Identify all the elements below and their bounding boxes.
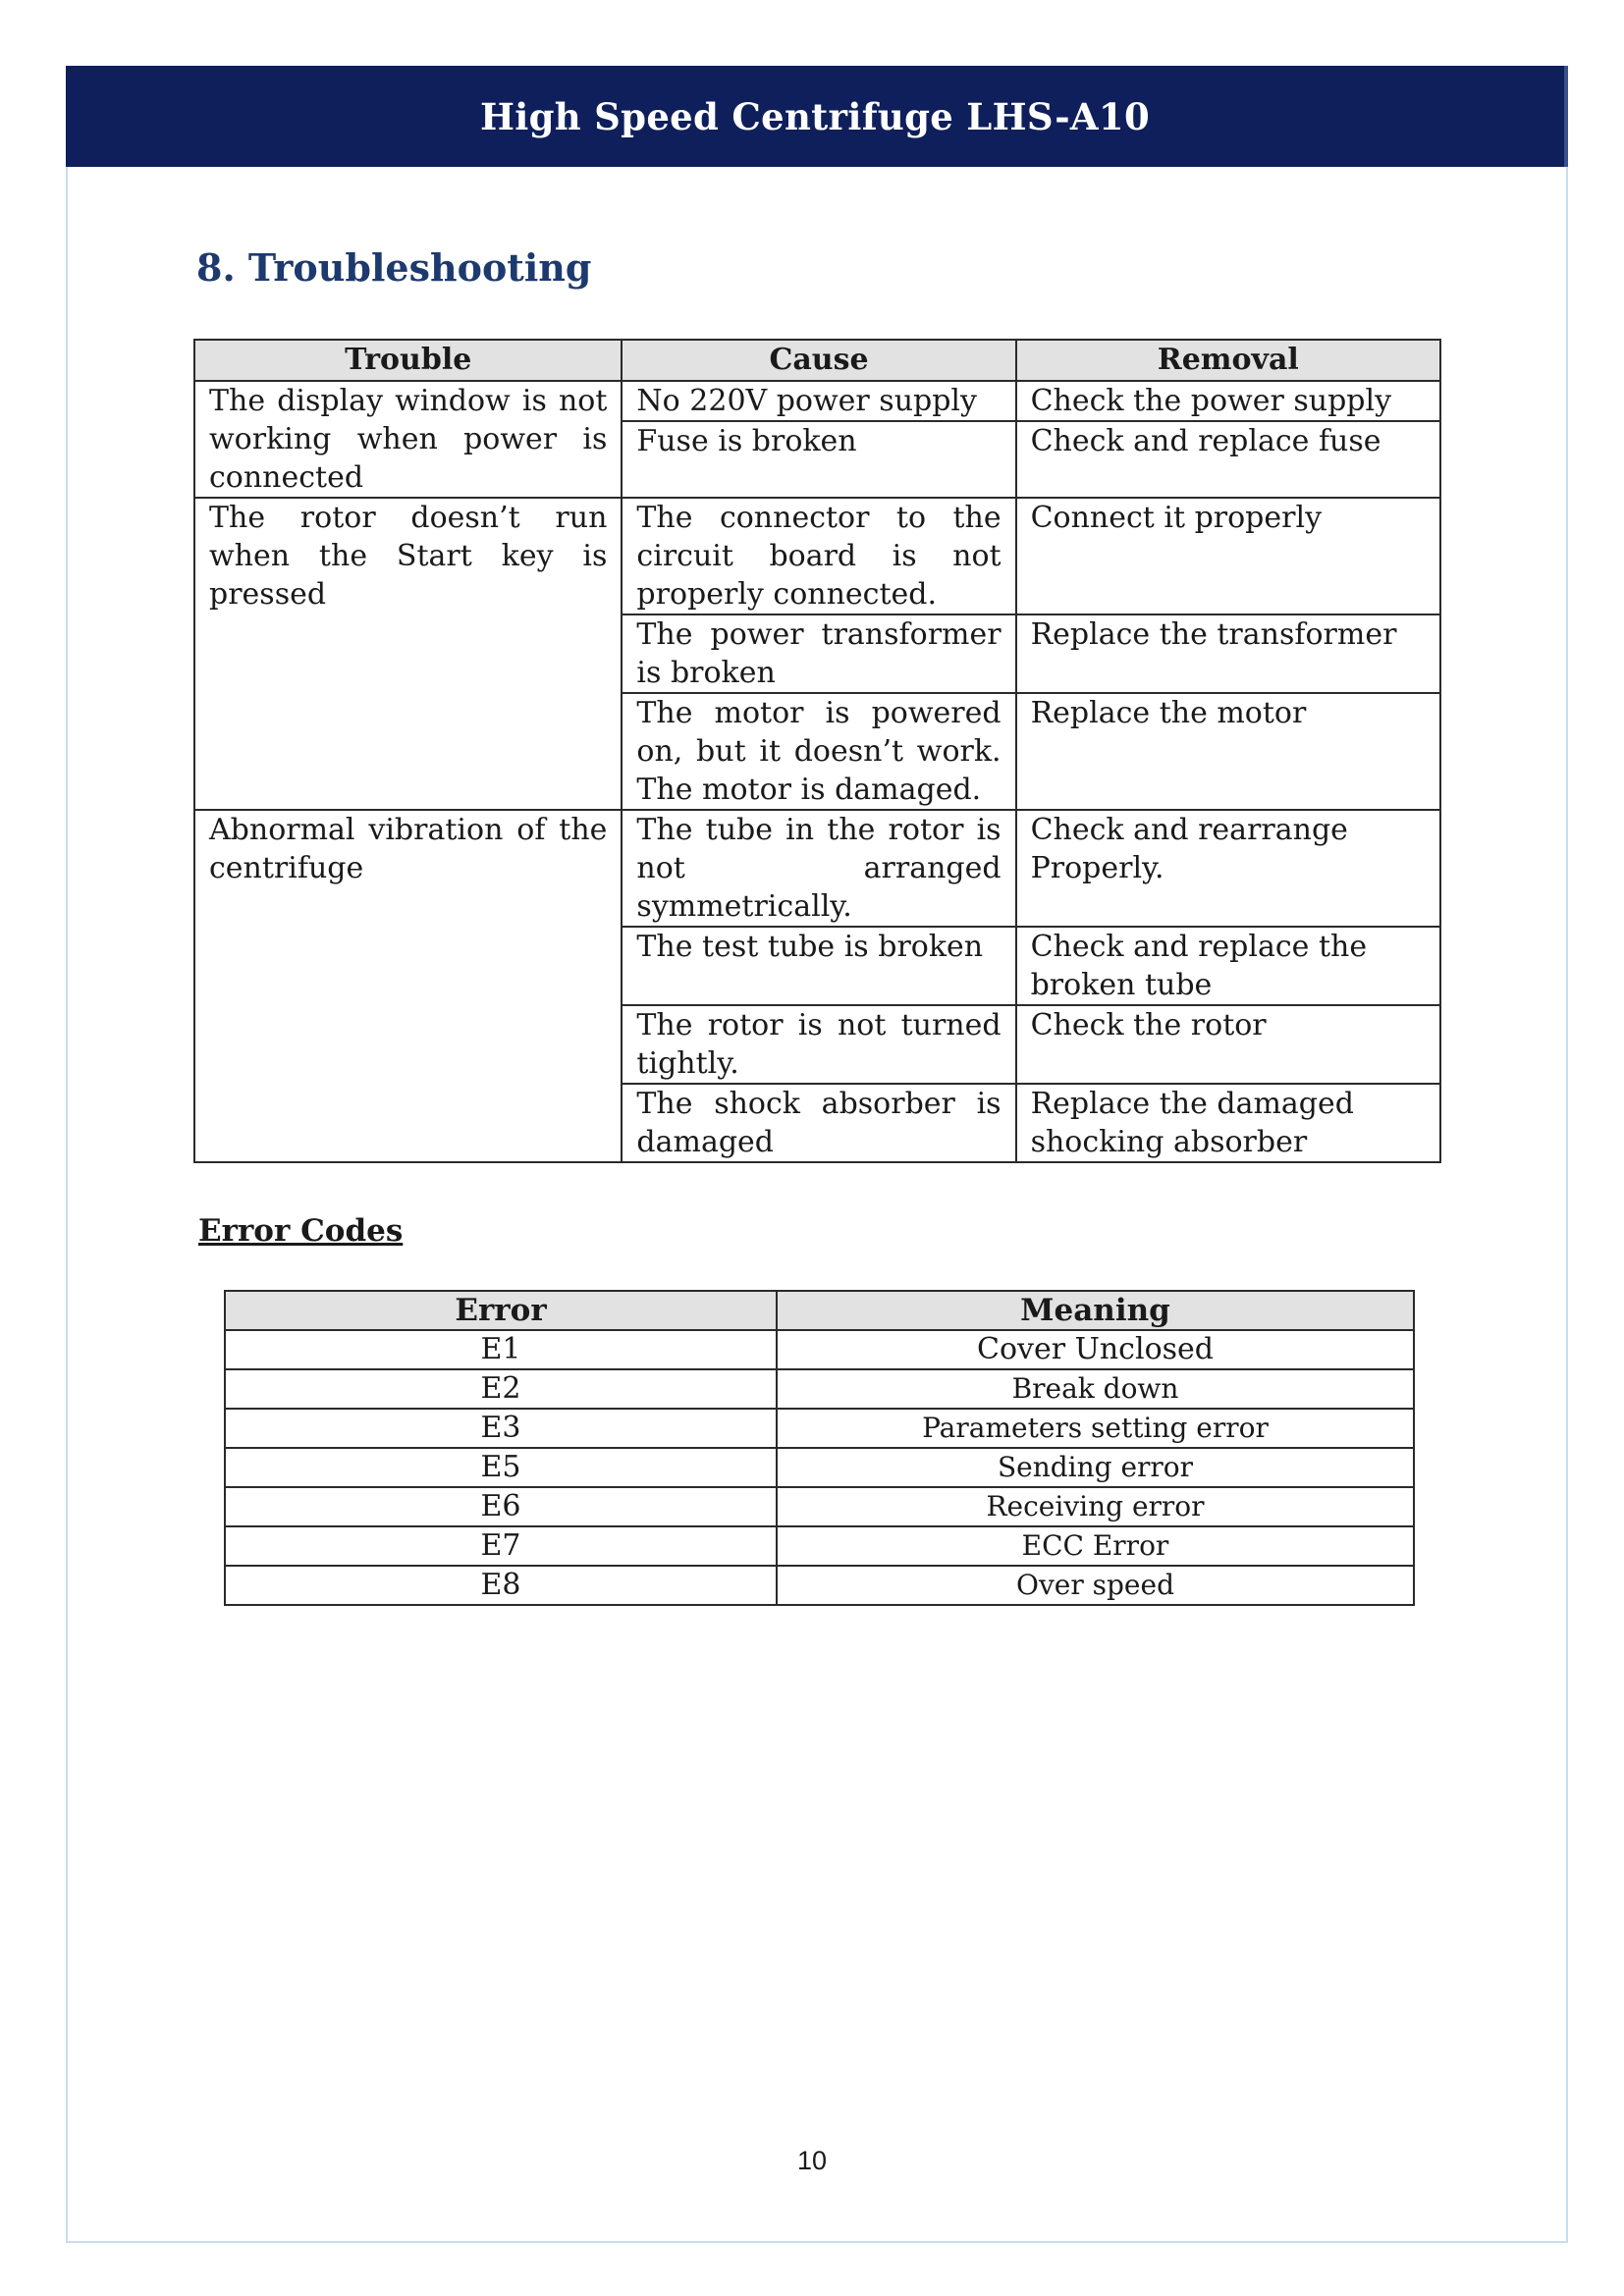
error-meaning-cell: Receiving error	[777, 1487, 1414, 1526]
document-title: High Speed Centrifuge LHS-A10	[479, 94, 1151, 138]
error-code-cell: E3	[225, 1409, 777, 1448]
cause-cell: The rotor is not turned tightly.	[622, 1005, 1015, 1084]
error-code-cell: E6	[225, 1487, 777, 1526]
error-codes-heading: Error Codes	[198, 1213, 404, 1249]
error-meaning-cell: Over speed	[777, 1566, 1414, 1605]
cause-cell: The shock absorber is damaged	[622, 1084, 1015, 1162]
error-code-cell: E7	[225, 1526, 777, 1566]
table-row	[225, 1487, 1414, 1526]
error-codes-table	[224, 1290, 1415, 1606]
cause-cell: The power transformer is broken	[622, 614, 1015, 693]
table-header-row	[225, 1291, 1414, 1330]
trouble-cell: The rotor doesn’t run when the Start key is pressed	[194, 498, 622, 810]
table-row	[225, 1369, 1414, 1409]
error-code-cell: E8	[225, 1566, 777, 1605]
removal-cell: Replace the damaged shocking absorber	[1016, 1084, 1440, 1162]
column-header-cause: Cause	[622, 340, 1015, 381]
error-meaning-cell: ECC Error	[777, 1526, 1414, 1566]
removal-cell: Check the rotor	[1016, 1005, 1440, 1084]
error-meaning-cell: Break down	[777, 1369, 1414, 1409]
trouble-cell: Abnormal vibration of the centrifuge	[194, 810, 622, 1162]
removal-cell: Check and replace the broken tube	[1016, 927, 1440, 1005]
header-band	[66, 66, 1568, 167]
trouble-cell: The display window is not working when power is connected	[194, 381, 622, 498]
error-meaning-cell: Parameters setting error	[777, 1409, 1414, 1448]
removal-cell: Check and rearrange Properly.	[1016, 810, 1440, 927]
removal-cell: Replace the transformer	[1016, 614, 1440, 693]
table-row	[194, 810, 1440, 927]
table-row	[194, 381, 1440, 421]
table-row	[225, 1526, 1414, 1566]
column-header-error: Error	[225, 1291, 777, 1330]
cause-cell: The tube in the rotor is not arranged symmetrically.	[622, 810, 1015, 927]
removal-cell: Replace the motor	[1016, 693, 1440, 810]
removal-cell: Check the power supply	[1016, 381, 1440, 421]
page-number: 10	[796, 2146, 828, 2175]
cause-cell: The motor is powered on, but it doesn’t work. The motor is damaged.	[622, 693, 1015, 810]
table-row	[225, 1566, 1414, 1605]
error-code-cell: E5	[225, 1448, 777, 1487]
removal-cell: Connect it properly	[1016, 498, 1440, 614]
column-header-removal: Removal	[1016, 340, 1440, 381]
table-row	[225, 1409, 1414, 1448]
cause-cell: The connector to the circuit board is not properly connected.	[622, 498, 1015, 614]
column-header-meaning: Meaning	[777, 1291, 1414, 1330]
cause-cell: No 220V power supply	[622, 381, 1015, 421]
cause-cell: Fuse is broken	[622, 421, 1015, 498]
cause-cell: The test tube is broken	[622, 927, 1015, 1005]
table-header-row	[194, 340, 1440, 381]
error-code-cell: E2	[225, 1369, 777, 1409]
table-row	[194, 498, 1440, 614]
section-title: 8. Troubleshooting	[196, 245, 592, 290]
error-meaning-cell: Cover Unclosed	[777, 1330, 1414, 1369]
table-row	[225, 1330, 1414, 1369]
table-row	[225, 1448, 1414, 1487]
troubleshooting-table	[193, 339, 1441, 1163]
error-meaning-cell: Sending error	[777, 1448, 1414, 1487]
column-header-trouble: Trouble	[194, 340, 622, 381]
removal-cell: Check and replace fuse	[1016, 421, 1440, 498]
error-code-cell: E1	[225, 1330, 777, 1369]
